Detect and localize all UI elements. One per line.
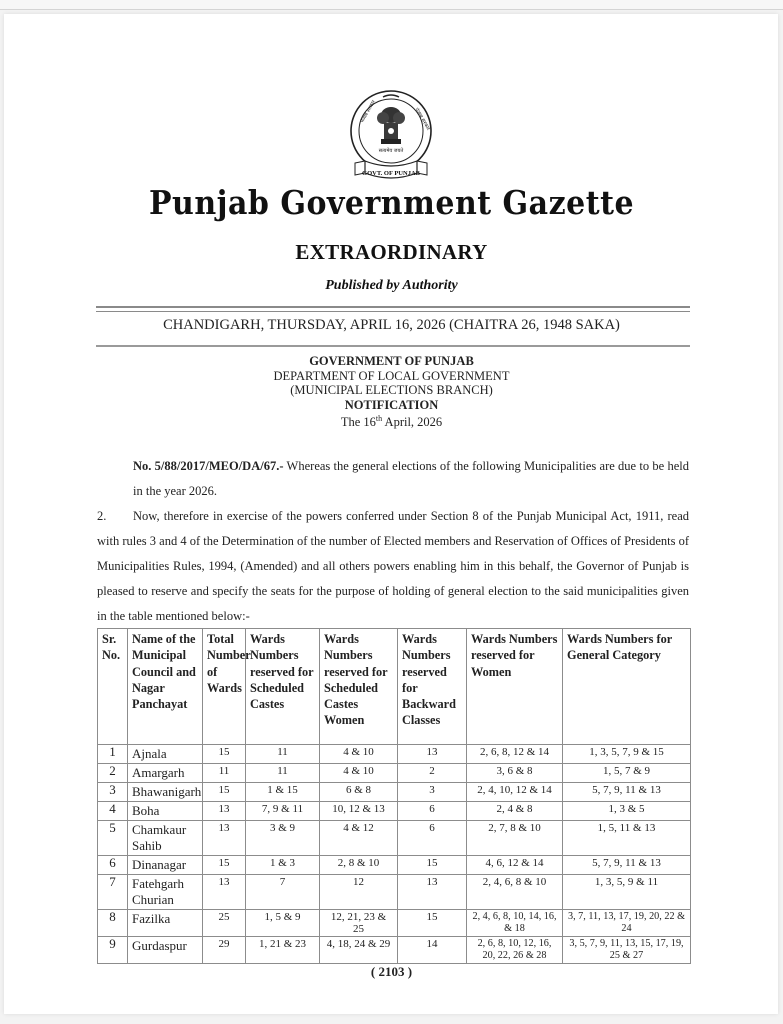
cell-sc: 1, 21 & 23 [246, 937, 320, 964]
cell-sr: 6 [98, 856, 128, 875]
cell-women: 2, 4, 6, 8, 10, 14, 16, & 18 [467, 910, 563, 937]
cell-sc: 11 [246, 745, 320, 764]
table-row [98, 875, 691, 910]
notification-body [97, 454, 689, 629]
col-header-sc-women: Wards Numbers reserved for Scheduled Castes Women [320, 629, 398, 745]
cell-sc-women: 12 [320, 875, 398, 910]
table-header-row [98, 629, 691, 745]
cell-name: Fazilka [128, 910, 203, 937]
cell-sc-women: 6 & 8 [320, 783, 398, 802]
cell-name: Boha [128, 802, 203, 821]
table-row [98, 910, 691, 937]
cell-sr: 8 [98, 910, 128, 937]
cell-sc: 1 & 15 [246, 783, 320, 802]
cell-sc: 1, 5 & 9 [246, 910, 320, 937]
cell-women: 2, 6, 8, 10, 12, 16, 20, 22, 26 & 28 [467, 937, 563, 964]
cell-women: 4, 6, 12 & 14 [467, 856, 563, 875]
cell-general: 1, 3, 5, 9 & 11 [563, 875, 691, 910]
cell-sc-women: 12, 21, 23 & 25 [320, 910, 398, 937]
page-number: ( 2103 ) [370, 964, 413, 979]
rule-divider [96, 345, 690, 347]
table-row [98, 764, 691, 783]
cell-sr: 5 [98, 821, 128, 856]
cell-bc: 2 [398, 764, 467, 783]
cell-total: 15 [203, 856, 246, 875]
svg-text:GOVT. OF PUNJAB: GOVT. OF PUNJAB [362, 170, 420, 177]
table-row [98, 783, 691, 802]
cell-total: 13 [203, 875, 246, 910]
cell-general: 3, 7, 11, 13, 17, 19, 20, 22 & 24 [563, 910, 691, 937]
cell-bc: 14 [398, 937, 467, 964]
ward-reservation-table [97, 628, 691, 964]
table-row [98, 856, 691, 875]
cell-name: Chamkaur Sahib [128, 821, 203, 856]
cell-sc: 11 [246, 764, 320, 783]
cell-general: 1, 3 & 5 [563, 802, 691, 821]
cell-sc-women: 4 & 12 [320, 821, 398, 856]
col-header-sc: Wards Numbers reserved for Scheduled Castes [246, 629, 320, 745]
notification-date: The 16th April, 2026 [340, 414, 443, 430]
cell-women: 3, 6 & 8 [467, 764, 563, 783]
cell-general: 1, 5, 11 & 13 [563, 821, 691, 856]
cell-general: 3, 5, 7, 9, 11, 13, 15, 17, 19, 25 & 27 [563, 937, 691, 964]
cell-bc: 13 [398, 875, 467, 910]
cell-general: 1, 5, 7 & 9 [563, 764, 691, 783]
cell-total: 11 [203, 764, 246, 783]
paragraph-2: 2. Now, therefore in exercise of the powers conferred under Section 8 of the Punjab Municipal Act, 1911, read with rules 3 and 4 of the Determination of the number of Elected members and Reservation of Offices of Presidents of Municipalities Rules, 1994, (Amended) and all others powers enabling him in this behalf, the Governor of Punjab is pleased to reserve and specify the seats for the purpose of holding of general election to the said municipalities given in the table mentioned below:- [97, 509, 689, 623]
double-rule-divider [96, 306, 690, 312]
cell-bc: 6 [398, 802, 467, 821]
viewer-top-bar [0, 0, 783, 10]
table-row [98, 745, 691, 764]
cell-bc: 15 [398, 910, 467, 937]
cell-women: 2, 7, 8 & 10 [467, 821, 563, 856]
cell-sr: 4 [98, 802, 128, 821]
cell-name: Gurdaspur [128, 937, 203, 964]
cell-name: Fatehgarh Churian [128, 875, 203, 910]
cell-sc-women: 4 & 10 [320, 764, 398, 783]
gazette-subtitle: EXTRAORDINARY [295, 240, 488, 264]
cell-sc: 3 & 9 [246, 821, 320, 856]
cell-sc: 1 & 3 [246, 856, 320, 875]
state-emblem-icon [343, 87, 439, 185]
cell-bc: 6 [398, 821, 467, 856]
government-name: GOVERNMENT OF PUNJAB [309, 354, 474, 368]
cell-women: 2, 4, 10, 12 & 14 [467, 783, 563, 802]
cell-sc-women: 4, 18, 24 & 29 [320, 937, 398, 964]
published-by-line: Published by Authority [325, 278, 458, 293]
cell-name: Amargarh [128, 764, 203, 783]
col-header-total-wards: Total Number of Wards [203, 629, 246, 745]
col-header-women: Wards Numbers reserved for Women [467, 629, 563, 745]
cell-name: Ajnala [128, 745, 203, 764]
cell-total: 13 [203, 802, 246, 821]
table-row [98, 821, 691, 856]
cell-general: 5, 7, 9, 11 & 13 [563, 856, 691, 875]
cell-general: 5, 7, 9, 11 & 13 [563, 783, 691, 802]
cell-bc: 15 [398, 856, 467, 875]
cell-sc-women: 2, 8 & 10 [320, 856, 398, 875]
cell-total: 13 [203, 821, 246, 856]
notification-type: NOTIFICATION [344, 397, 439, 412]
paragraph-1: No. 5/88/2017/MEO/DA/67.- Whereas the general elections of the following Municipalities are due to be held in the year 2026. [133, 459, 689, 498]
svg-text:पंजाब सरकार: पंजाब सरकार [413, 107, 431, 132]
cell-total: 29 [203, 937, 246, 964]
cell-sc-women: 4 & 10 [320, 745, 398, 764]
svg-text:सत्यमेव जयते: सत्यमेव जयते [378, 148, 404, 154]
col-header-name: Name of the Municipal Council and Nagar Panchayat [128, 629, 203, 745]
col-header-sr-no: Sr. No. [98, 629, 128, 745]
reference-number: No. 5/88/2017/MEO/DA/67.- [133, 459, 284, 473]
cell-women: 2, 4, 6, 8 & 10 [467, 875, 563, 910]
cell-sr: 1 [98, 745, 128, 764]
col-header-bc: Wards Numbers reserved for Backward Classes [398, 629, 467, 745]
branch-name: (MUNICIPAL ELECTIONS BRANCH) [290, 383, 493, 398]
cell-name: Dinanagar [128, 856, 203, 875]
cell-sc: 7 [246, 875, 320, 910]
cell-sr: 9 [98, 937, 128, 964]
cell-total: 15 [203, 783, 246, 802]
cell-women: 2, 4 & 8 [467, 802, 563, 821]
cell-sc-women: 10, 12 & 13 [320, 802, 398, 821]
table-row [98, 937, 691, 964]
cell-bc: 13 [398, 745, 467, 764]
cell-name: Bhawanigarh [128, 783, 203, 802]
cell-total: 25 [203, 910, 246, 937]
cell-women: 2, 6, 8, 12 & 14 [467, 745, 563, 764]
dateline: CHANDIGARH, THURSDAY, APRIL 16, 2026 (CHAITRA 26, 1948 SAKA) [163, 317, 620, 333]
cell-total: 15 [203, 745, 246, 764]
department-name: DEPARTMENT OF LOCAL GOVERNMENT [273, 368, 510, 383]
gazette-title: Punjab Government Gazette [148, 184, 635, 223]
table-row [98, 802, 691, 821]
notification-header [0, 354, 783, 430]
cell-sr: 7 [98, 875, 128, 910]
cell-bc: 3 [398, 783, 467, 802]
cell-sr: 2 [98, 764, 128, 783]
cell-sc: 7, 9 & 11 [246, 802, 320, 821]
col-header-general: Wards Numbers for General Category [563, 629, 691, 745]
svg-text:पंजाब सरकार: पंजाब सरकार [359, 99, 378, 124]
cell-general: 1, 3, 5, 7, 9 & 15 [563, 745, 691, 764]
cell-sr: 3 [98, 783, 128, 802]
